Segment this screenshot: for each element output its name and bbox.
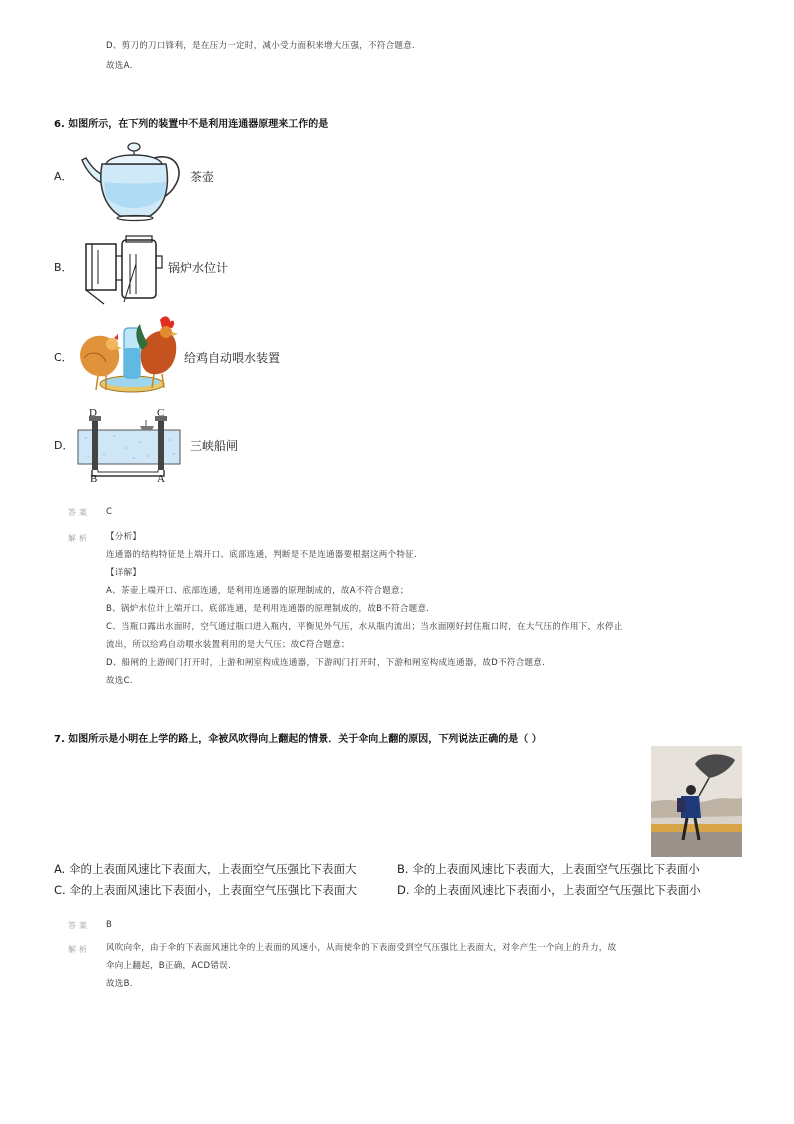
choice-b: B. 伞的上表面风速比下表面大，上表面空气压强比下表面小 — [397, 862, 700, 876]
answer-tag: 答案 — [68, 921, 90, 930]
option-a-label: 茶壶 — [190, 170, 215, 184]
answer-value: C — [106, 507, 113, 517]
analysis-line: 【详解】 — [106, 568, 142, 578]
question-7-stem: 7. 如图所示是小明在上学的路上，伞被风吹得向上翻起的情景．关于伞向上翻的原因，下列说法正确的是（ ） — [54, 734, 542, 745]
analysis-line: C、当瓶口露出水面时，空气通过瓶口进入瓶内，平衡见外气压，水从瓶内流出；当水面刚好封住瓶口时，在大气压的作用下，水停止 — [106, 622, 623, 632]
question-6-stem: 6. 如图所示，在下列的装置中不是利用连通器原理来工作的是 — [54, 119, 329, 130]
prev-conclusion-line: 故选A. — [106, 61, 133, 71]
option-c-label: 给鸡自动喂水装置 — [184, 351, 281, 365]
option-d-label: 三峡船闸 — [190, 439, 239, 453]
analysis-line: 风吹向伞，由于伞的下表面风速比伞的上表面的风速小，从而使伞的下表面受到空气压强比上表面大，对伞产生一个向上的升力，故 — [106, 943, 617, 953]
ship-lock-label-a: A — [157, 473, 165, 485]
choice-d: D. 伞的上表面风速比下表面小，上表面空气压强比下表面小 — [397, 883, 701, 897]
ship-lock-label-d: D — [89, 407, 97, 419]
boiler-gauge-icon — [84, 234, 164, 306]
choice-c: C. 伞的上表面风速比下表面小，上表面空气压强比下表面大 — [54, 883, 357, 897]
analysis-line: 流出，所以给鸡自动喂水装置利用的是大气压；故C符合题意； — [106, 640, 350, 650]
teapot-icon — [80, 130, 186, 222]
option-b-label: 锅炉水位计 — [168, 261, 229, 275]
option-b-letter: B． — [54, 261, 73, 274]
analysis-line: 【分析】 — [106, 532, 142, 542]
option-c-letter: C． — [54, 351, 73, 364]
analysis-line: 故选C. — [106, 676, 133, 686]
analysis-tag: 解析 — [68, 945, 90, 954]
ship-lock-label-b: B — [90, 473, 98, 485]
chicken-waterer-icon — [76, 314, 182, 398]
analysis-line: 故选B. — [106, 979, 133, 989]
answer-value: B — [106, 920, 113, 930]
analysis-line: 伞向上翻起，B正确，ACD错误. — [106, 961, 231, 971]
ship-lock-label-c: C — [157, 407, 165, 419]
analysis-tag: 解析 — [68, 534, 90, 543]
choice-a: A. 伞的上表面风速比下表面大，上表面空气压强比下表面大 — [54, 862, 357, 876]
answer-tag: 答案 — [68, 508, 90, 517]
analysis-line: A、茶壶上端开口、底部连通，是利用连通器的原理制成的，故A不符合题意； — [106, 586, 409, 596]
analysis-line: 连通器的结构特征是上端开口、底部连通，判断是不是连通器要根据这两个特征. — [106, 550, 418, 560]
option-a-letter: A． — [54, 170, 73, 183]
analysis-line: B、锅炉水位计上端开口、底部连通，是利用连通器的原理制成的，故B不符合题意. — [106, 604, 430, 614]
prev-explanation-line: D、剪刀的刀口锋利，是在压力一定时，减小受力面积来增大压强，不符合题意. — [106, 41, 416, 51]
option-d-letter: D． — [54, 439, 74, 452]
analysis-line: D、船闸的上游阀门打开时，上游和闸室构成连通器，下游阀门打开时，下游和闸室构成连通器，故D不符合题意. — [106, 658, 546, 668]
umbrella-photo-icon — [651, 746, 742, 857]
